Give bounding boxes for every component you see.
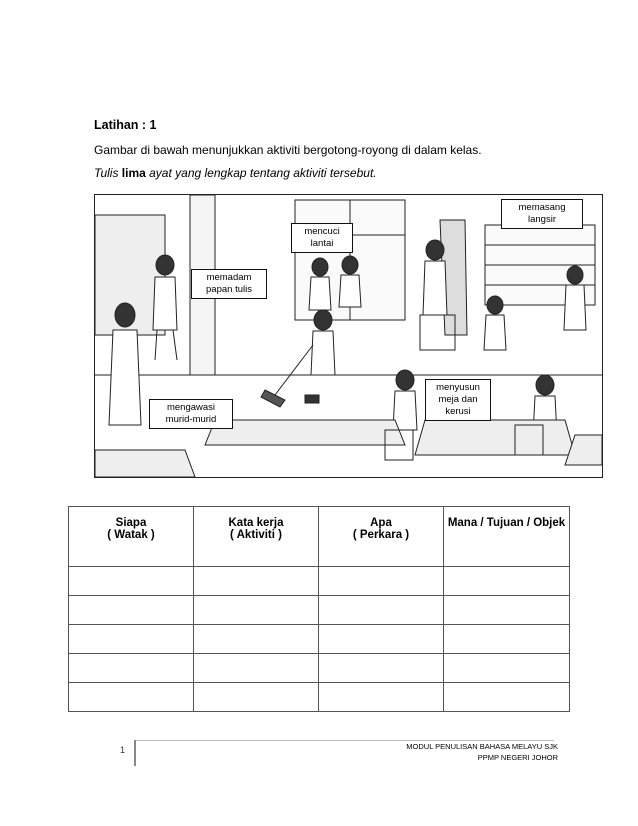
table-row — [69, 567, 570, 596]
answer-cell[interactable] — [444, 683, 570, 712]
header-apa: Apa ( Perkara ) — [319, 507, 444, 567]
table-header-row — [69, 507, 570, 567]
answer-cell[interactable] — [319, 625, 444, 654]
task-instruction — [94, 166, 377, 180]
answer-cell[interactable] — [444, 596, 570, 625]
header-mana: Mana / Tujuan / Objek — [444, 507, 570, 567]
answer-cell[interactable] — [319, 567, 444, 596]
answer-cell[interactable] — [319, 654, 444, 683]
page-number: 1 — [120, 745, 126, 755]
table-row — [69, 625, 570, 654]
footer-organization: PPMP NEGERI JOHOR — [477, 753, 558, 762]
header-siapa: Siapa ( Watak ) — [69, 507, 194, 567]
answer-cell[interactable] — [194, 596, 319, 625]
answer-cell[interactable] — [319, 596, 444, 625]
table-row — [69, 654, 570, 683]
activity-table — [68, 506, 570, 712]
answer-cell[interactable] — [194, 683, 319, 712]
task-suffix: ayat yang lengkap tentang aktiviti tersebut. — [145, 166, 377, 180]
answer-cell[interactable] — [319, 683, 444, 712]
callout-menyusun: menyusun meja dan kerusi — [425, 379, 491, 421]
header-kata-kerja: Kata kerja ( Aktiviti ) — [194, 507, 319, 567]
table-row — [69, 683, 570, 712]
table-row — [69, 596, 570, 625]
answer-cell[interactable] — [69, 625, 194, 654]
answer-cell[interactable] — [69, 567, 194, 596]
footer-module-title: MODUL PENULISAN BAHASA MELAYU SJK — [406, 742, 558, 751]
answer-cell[interactable] — [69, 596, 194, 625]
footer-vertical-divider — [134, 740, 136, 766]
answer-cell[interactable] — [194, 654, 319, 683]
answer-cell[interactable] — [69, 683, 194, 712]
task-prefix: Tulis — [94, 166, 122, 180]
task-bold-word: lima — [121, 166, 146, 180]
answer-cell[interactable] — [69, 654, 194, 683]
answer-cell[interactable] — [194, 625, 319, 654]
callout-mengawasi: mengawasi murid-murid — [149, 399, 233, 429]
callout-memasang: memasang langsir — [501, 199, 583, 229]
answer-cell[interactable] — [444, 567, 570, 596]
classroom-illustration — [94, 194, 603, 478]
callout-mencuci: mencuci lantai — [291, 223, 353, 253]
instruction-text: Gambar di bawah menunjukkan aktiviti bergotong-royong di dalam kelas. — [94, 143, 482, 157]
answer-cell[interactable] — [444, 625, 570, 654]
answer-cell[interactable] — [194, 567, 319, 596]
exercise-title: Latihan : 1 — [94, 118, 157, 132]
callout-memadam: memadam papan tulis — [191, 269, 267, 299]
answer-cell[interactable] — [444, 654, 570, 683]
footer-divider — [134, 740, 554, 741]
